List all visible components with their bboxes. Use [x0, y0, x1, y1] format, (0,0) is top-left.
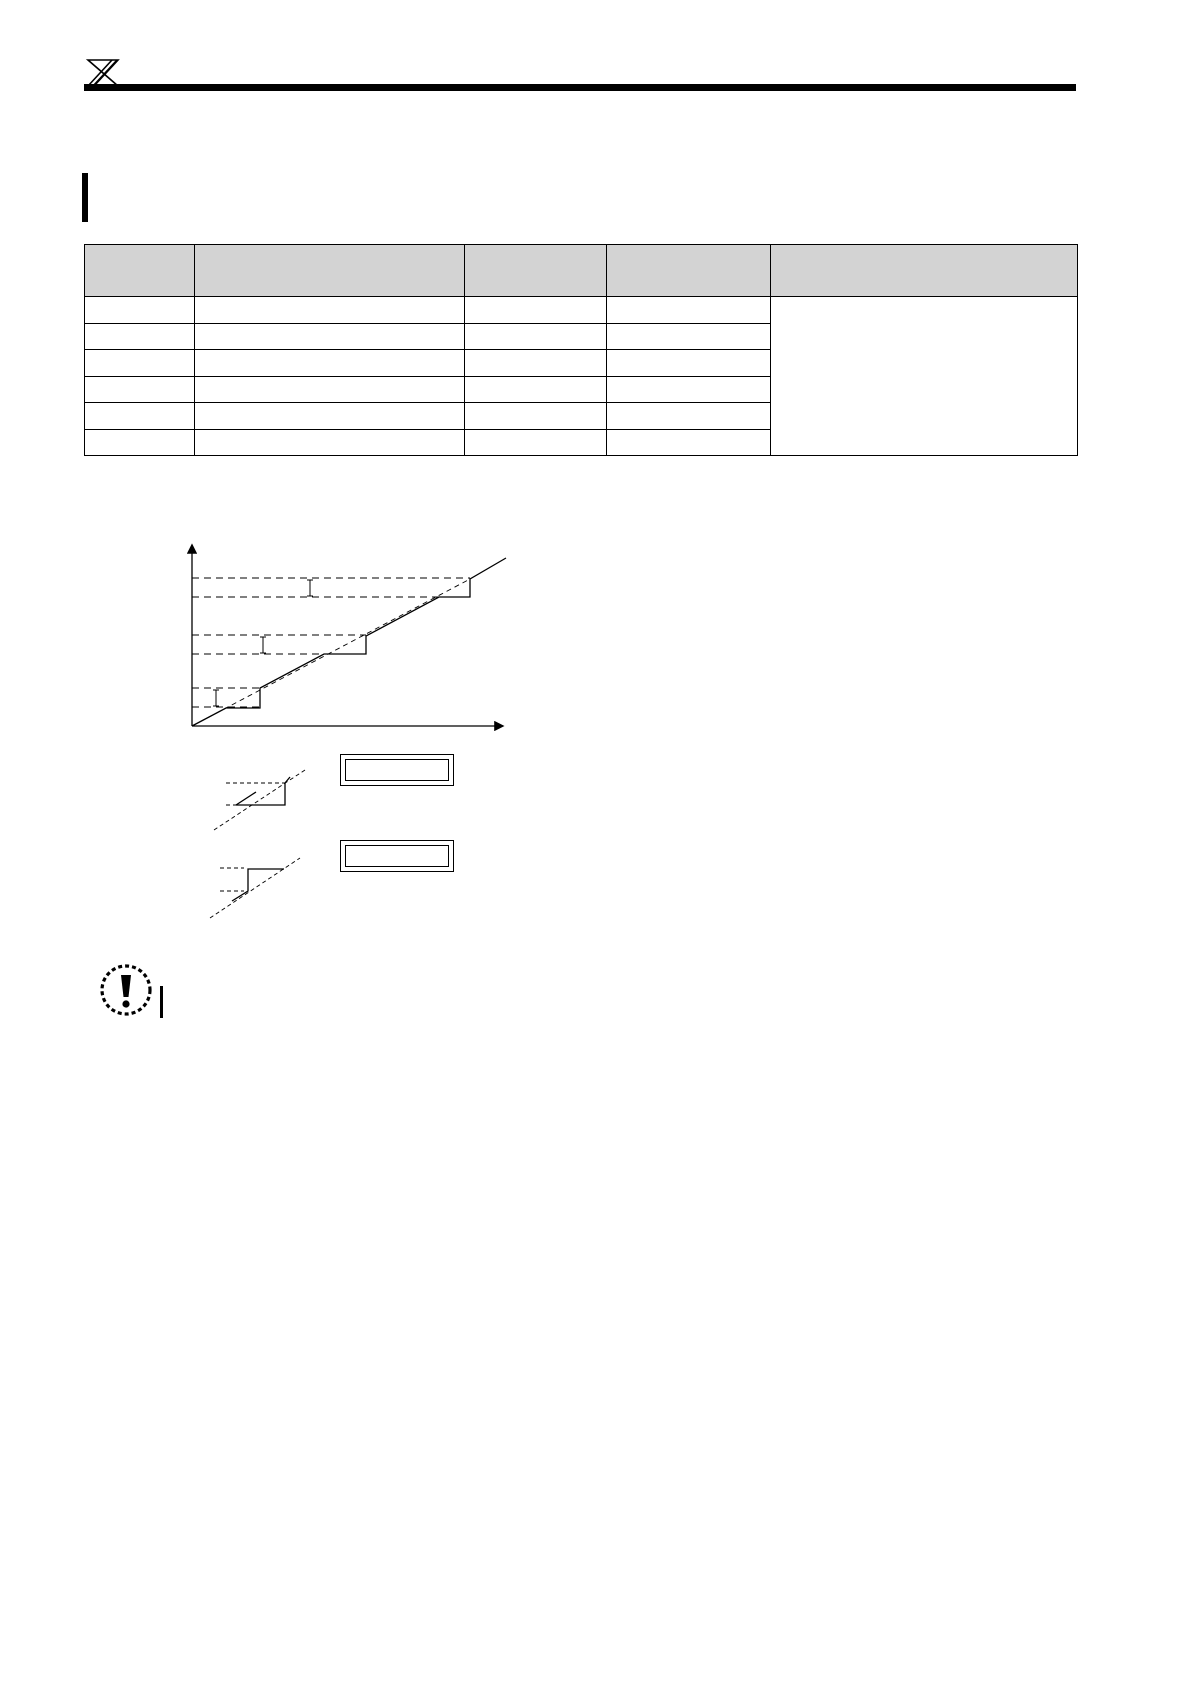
table-cell	[195, 376, 465, 403]
step-detail-upper	[214, 770, 305, 830]
table-merged-cell	[771, 297, 1078, 456]
table-cell	[195, 403, 465, 430]
table-cell	[85, 376, 195, 403]
table-cell	[85, 323, 195, 350]
display-box-inner	[345, 845, 449, 867]
level-dashed-lines	[192, 578, 470, 707]
display-box-inner	[345, 759, 449, 781]
stepped-output-line	[192, 558, 506, 726]
table-header-cell	[85, 245, 195, 297]
table-cell	[85, 297, 195, 324]
table-cell	[195, 350, 465, 377]
table-cell	[465, 297, 607, 324]
section-heading-bar	[82, 173, 88, 222]
table-cell	[607, 350, 771, 377]
table-cell	[465, 403, 607, 430]
table-cell	[85, 429, 195, 456]
table-cell	[195, 429, 465, 456]
table-cell	[607, 403, 771, 430]
table-header-cell	[195, 245, 465, 297]
table-header-row	[85, 245, 1078, 297]
table-cell	[607, 429, 771, 456]
table-cell	[195, 297, 465, 324]
parameter-table	[84, 244, 1078, 456]
display-box	[340, 840, 454, 872]
step-detail-lower	[210, 858, 300, 918]
table-header-cell	[607, 245, 771, 297]
display-box	[340, 754, 454, 786]
header-rule	[84, 84, 1076, 91]
table-cell	[607, 297, 771, 324]
table-cell	[607, 323, 771, 350]
table-row	[85, 297, 1078, 324]
reference-dashed-line	[192, 579, 470, 726]
table-cell	[465, 350, 607, 377]
table-cell	[85, 403, 195, 430]
table-cell	[465, 429, 607, 456]
table-header-cell	[771, 245, 1078, 297]
caution-exclamation-icon	[99, 963, 153, 1017]
table-cell	[607, 376, 771, 403]
table-cell	[465, 323, 607, 350]
caution-bar	[160, 986, 163, 1018]
table-header-cell	[465, 245, 607, 297]
table-cell	[465, 376, 607, 403]
table-cell	[195, 323, 465, 350]
table-cell	[85, 350, 195, 377]
